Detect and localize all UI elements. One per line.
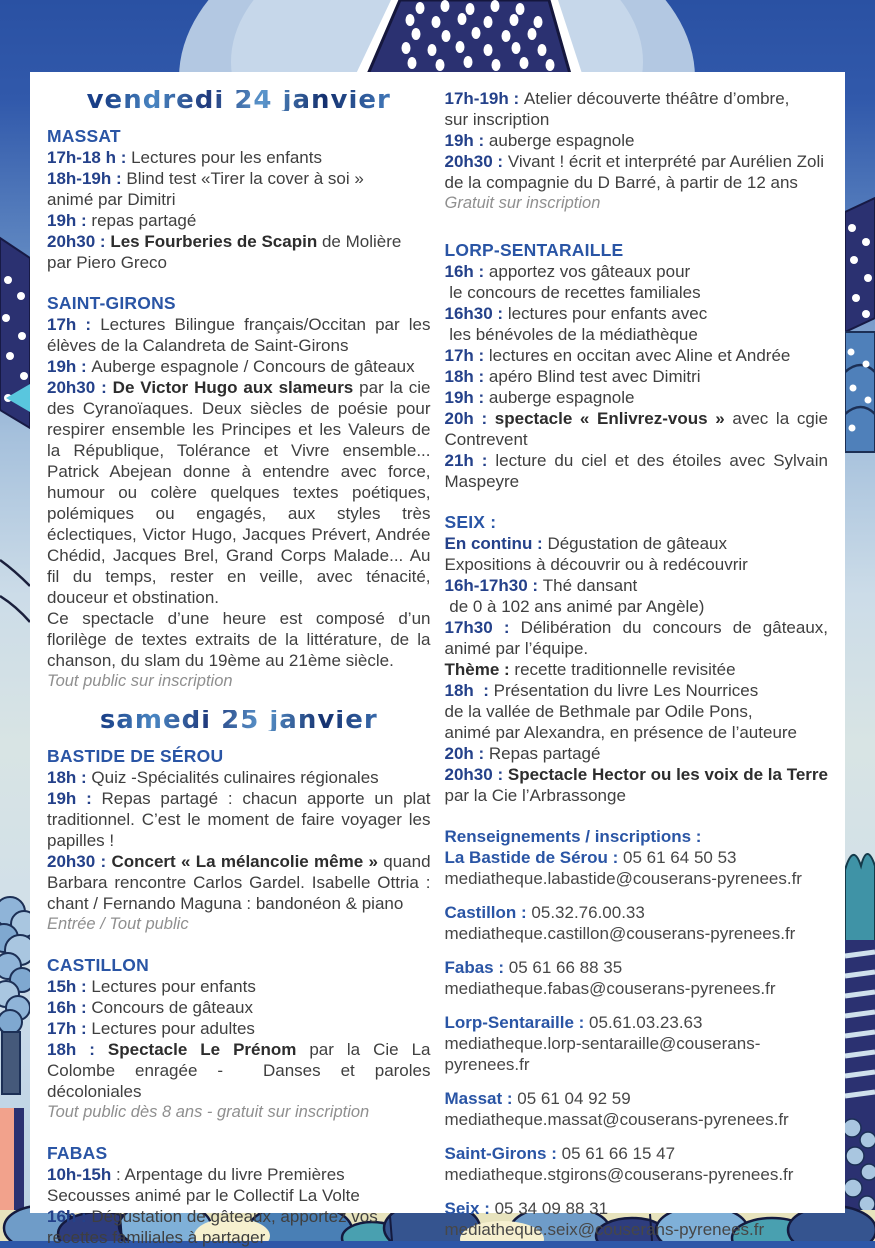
time-label: 17h : (47, 315, 101, 334)
contact-line (445, 1088, 829, 1109)
event-text: animé par Alexandra, en présence de l’auteure (444, 723, 798, 742)
event-text: Lectures Bilingue français/Occitan par les élèves de la Calandreta de Saint-Girons (47, 315, 436, 355)
contact-phone: 05 34 09 88 31 (494, 1199, 609, 1218)
event-text: Secousses animé par le Collectif La Volte (47, 1186, 360, 1205)
event-line (445, 345, 829, 366)
contact-entry (445, 1143, 829, 1185)
event-line (47, 997, 431, 1018)
time-label: 20h30 : (47, 852, 112, 871)
contact-phone: 05 61 04 92 59 (517, 1089, 631, 1108)
event-line (445, 722, 829, 743)
event-line (47, 1039, 436, 1102)
event-text: par la cie des Cyranoïaques. Deux siècles de poésie pour respirer ensemble les Principes et les Valeurs de la République, Tolérance et Vivre ensemble... Patrick Abejean donne à entendre avec force, humour ou colère quelques textes poétiques, polémiques ou engagés, aux styles très éclectiques, Victor Hugo, Jacques Prévert, Andrée Chédid, Jacques Brel, Grand Corps Malade... Au fil du temps, rester en veille, avec ténacité, douceur et obstination. (47, 378, 436, 607)
contact-name: Seix : (444, 1199, 495, 1218)
spacer (47, 935, 431, 955)
event-line (47, 1164, 431, 1185)
event-line (445, 680, 829, 701)
contact-name: Saint-Girons : (444, 1144, 562, 1163)
event-text: sur inscription (444, 110, 550, 129)
event-text: Blind test «Tirer la cover à soi » (126, 169, 364, 188)
time-label: 18h : (47, 1040, 108, 1059)
event-line (47, 231, 431, 252)
contact-entry (445, 1198, 829, 1240)
event-text: Atelier découverte théâtre d’ombre, (523, 89, 790, 108)
time-label: 20h : (444, 744, 489, 763)
event-text: recette traditionnelle revisitée (514, 660, 736, 679)
event-line (47, 851, 436, 914)
contact-name: Lorp-Sentaraille : (444, 1013, 590, 1032)
event-line (445, 282, 829, 303)
time-label: 19h : (444, 388, 489, 407)
spacer (445, 492, 829, 512)
time-label: 19h : (47, 357, 92, 376)
contact-line (445, 957, 829, 978)
event-line (47, 788, 436, 851)
contact-line (445, 1198, 829, 1219)
event-text: Délibération du concours de gâteaux, animé par l’équipe. (444, 618, 833, 658)
event-line (445, 659, 829, 680)
contact-email: mediatheque.seix@couserans-pyrenees.fr (444, 1220, 765, 1239)
spacer (47, 273, 431, 293)
event-line (445, 88, 829, 109)
section-title: MASSAT (47, 126, 121, 146)
event-line (445, 387, 829, 408)
time-label: 19h : (444, 131, 489, 150)
time-label: 19h : (47, 211, 92, 230)
time-label: 16h-17h30 : (444, 576, 543, 595)
contact-email: mediatheque.massat@couserans-pyrenees.fr (444, 1110, 789, 1129)
contact-phone: 05 61 66 15 47 (561, 1144, 676, 1163)
time-label: 19h : (47, 789, 102, 808)
time-label: 16h : (47, 1207, 92, 1226)
event-line (444, 408, 833, 450)
event-text: Vivant ! écrit et interprété par Aurélien Zoli de la compagnie du D Barré, à partir de 12 ans (444, 152, 829, 192)
day-title: vendredi 24 janvier (47, 90, 431, 111)
contact-line (445, 847, 829, 868)
event-text: lectures pour enfants avec (507, 304, 708, 323)
time-label: 17h30 : (444, 618, 521, 637)
contact-phone: 05.61.03.23.63 (589, 1013, 703, 1032)
section-title: CASTILLON (47, 955, 149, 975)
event-text: Lectures pour adultes (91, 1019, 255, 1038)
day-title: samedi 25 janvier (47, 710, 431, 731)
event-line (445, 701, 829, 722)
contact-line (445, 1012, 829, 1033)
event-text: apportez vos gâteaux pour (488, 262, 691, 281)
note-italic: Tout public dès 8 ans - gratuit sur inscription (47, 1103, 370, 1121)
contacts-heading: Renseignements / inscriptions : (444, 827, 702, 846)
event-text: Auberge espagnole / Concours de gâteaux (91, 357, 415, 376)
event-text: Expositions à découvrir ou à redécouvrir (444, 555, 748, 574)
contact-name: Fabas : (444, 958, 509, 977)
time-label: 20h30 : (47, 232, 111, 251)
event-text: Dégustation de gâteaux, apportez vos recettes familiales à partager (47, 1207, 383, 1247)
spacer (445, 806, 829, 826)
event-line (47, 147, 431, 168)
section-title: SEIX : (444, 512, 497, 532)
event-text: Quiz -Spécialités culinaires régionales (91, 768, 379, 787)
time-label: 20h : (444, 409, 495, 428)
contact-line (445, 902, 829, 923)
section-title: LORP-SENTARAILLE (444, 240, 624, 260)
time-label: 18h : (47, 768, 92, 787)
contact-name: Massat : (444, 1089, 518, 1108)
event-text: de Molière (317, 232, 402, 251)
time-label: 18h : (444, 367, 489, 386)
time-label: 16h : (444, 262, 489, 281)
time-label: 21h : (444, 451, 496, 470)
time-label: 15h : (47, 977, 92, 996)
time-label: 20h30 : (444, 152, 508, 171)
event-text: auberge espagnole (488, 131, 635, 150)
event-line (47, 608, 436, 671)
event-text: apéro Blind test avec Dimitri (488, 367, 701, 386)
event-text: de la vallée de Bethmale par Odile Pons, (444, 702, 753, 721)
contact-entry (445, 1088, 829, 1130)
event-text: Thé dansant (542, 576, 638, 595)
event-line (444, 450, 833, 492)
time-label: 16h30 : (444, 304, 508, 323)
contact-entry (445, 902, 829, 944)
contact-email: mediatheque.stgirons@couserans-pyrenees.fr (444, 1165, 794, 1184)
event-line (47, 976, 431, 997)
event-text: Lectures pour enfants (91, 977, 256, 996)
contact-entry (445, 847, 829, 889)
event-text: par Piero Greco (47, 253, 167, 272)
event-text: lecture du ciel et des étoiles avec Sylvain Maspeyre (444, 451, 833, 491)
event-text: repas partagé (91, 211, 197, 230)
time-label: 17h : (47, 1019, 92, 1038)
time-label: 20h30 : (47, 378, 113, 397)
event-line (445, 109, 829, 130)
note-italic: Entrée / Tout public (47, 915, 189, 933)
time-label: 17h-19h : (444, 89, 524, 108)
event-line (47, 767, 431, 788)
note-italic: Gratuit sur inscription (444, 194, 601, 212)
event-title: Thème : (444, 660, 515, 679)
event-line (47, 1185, 431, 1206)
event-text: avec la cgie Contrevent (444, 409, 833, 449)
event-line (445, 303, 829, 324)
contact-line (445, 1143, 829, 1164)
time-label: En continu : (444, 534, 548, 553)
event-line (47, 314, 436, 356)
event-title: Spectacle Hector ou les voix de la Terre (507, 765, 828, 784)
contact-email: mediatheque.fabas@couserans-pyrenees.fr (444, 979, 776, 998)
event-line (444, 617, 833, 659)
event-line (47, 252, 431, 273)
event-title: Concert « La mélancolie même » (111, 852, 378, 871)
event-text: par la Cie La Colombe enragée - Danses et paroles décoloniales (47, 1040, 436, 1101)
section-title: FABAS (47, 1143, 108, 1163)
time-label: 18h-19h : (47, 169, 127, 188)
event-line (445, 554, 829, 575)
contact-email: mediatheque.castillon@couserans-pyrenees.fr (444, 924, 796, 943)
time-label: 16h : (47, 998, 92, 1017)
contact-phone: 05.32.76.00.33 (531, 903, 645, 922)
event-line (47, 210, 431, 231)
contact-email: mediatheque.lorp-sentaraille@couserans-pyrenees.fr (444, 1034, 761, 1074)
event-text: auberge espagnole (488, 388, 635, 407)
event-line (47, 189, 431, 210)
event-text: le concours de recettes familiales (444, 283, 701, 302)
event-line (47, 377, 436, 608)
event-text: Repas partagé : chacun apporte un plat traditionnel. C’est le moment de faire voyager les papilles ! (47, 789, 436, 850)
program-panel (30, 72, 845, 1247)
event-line (445, 151, 829, 193)
section-title: SAINT-GIRONS (47, 293, 176, 313)
section-title: BASTIDE DE SÉROU (47, 746, 224, 766)
contact-phone: 05 61 66 88 35 (508, 958, 623, 977)
contact-email: mediatheque.labastide@couserans-pyrenees.fr (444, 869, 802, 888)
event-text: Concours de gâteaux (91, 998, 254, 1017)
time-label: 17h-18 h : (47, 148, 132, 167)
event-line (47, 356, 431, 377)
event-line (445, 366, 829, 387)
event-line (47, 168, 431, 189)
event-text: Dégustation de gâteaux (547, 534, 728, 553)
event-text: : Arpentage du livre Premières (111, 1165, 345, 1184)
left-column (47, 85, 436, 1247)
event-line (445, 596, 829, 617)
event-text: quand Barbara rencontre Carlos Gardel. Isabelle Ottria : chant / Fernando Maguna : bandonéon & piano (47, 852, 436, 913)
spacer (47, 1123, 431, 1143)
note-italic: Tout public sur inscription (47, 672, 233, 690)
contact-entry (445, 957, 829, 999)
event-text: Présentation du livre Les Nourrices (493, 681, 759, 700)
event-text: animé par Dimitri (47, 190, 176, 209)
event-line (47, 1206, 431, 1248)
event-title: De Victor Hugo aux slameurs (112, 378, 354, 397)
event-title: Spectacle Le Prénom (107, 1040, 297, 1059)
event-line (445, 743, 829, 764)
event-text: les bénévoles de la médiathèque (444, 325, 698, 344)
event-text: Repas partagé (488, 744, 601, 763)
time-label: 20h30 : (444, 765, 508, 784)
time-label: 18h : (444, 681, 494, 700)
spacer (445, 214, 829, 240)
event-line (445, 324, 829, 345)
event-text: de 0 à 102 ans animé par Angèle) (444, 597, 705, 616)
event-text: Ce spectacle d’une heure est composé d’un florilège de textes extraits de la littérature, de la chanson, du slam du 19ème au 21ème siècle. (47, 609, 436, 670)
event-line (445, 261, 829, 282)
right-column (444, 88, 833, 1239)
event-line (445, 130, 829, 151)
event-text: Lectures pour les enfants (131, 148, 322, 167)
contact-entry (445, 1012, 829, 1075)
event-line (444, 764, 833, 806)
time-label: 17h : (444, 346, 489, 365)
event-line (445, 533, 829, 554)
event-line (47, 1018, 431, 1039)
contact-name: La Bastide de Sérou : (444, 848, 624, 867)
event-title: Les Fourberies de Scapin (110, 232, 318, 251)
event-text: par la Cie l’Arbrassonge (444, 765, 833, 805)
time-label: 10h-15h (47, 1165, 112, 1184)
event-title: spectacle « Enlivrez-vous » (494, 409, 725, 428)
contact-phone: 05 61 64 50 53 (623, 848, 737, 867)
event-text: lectures en occitan avec Aline et Andrée (488, 346, 791, 365)
contact-name: Castillon : (444, 903, 532, 922)
event-line (445, 575, 829, 596)
